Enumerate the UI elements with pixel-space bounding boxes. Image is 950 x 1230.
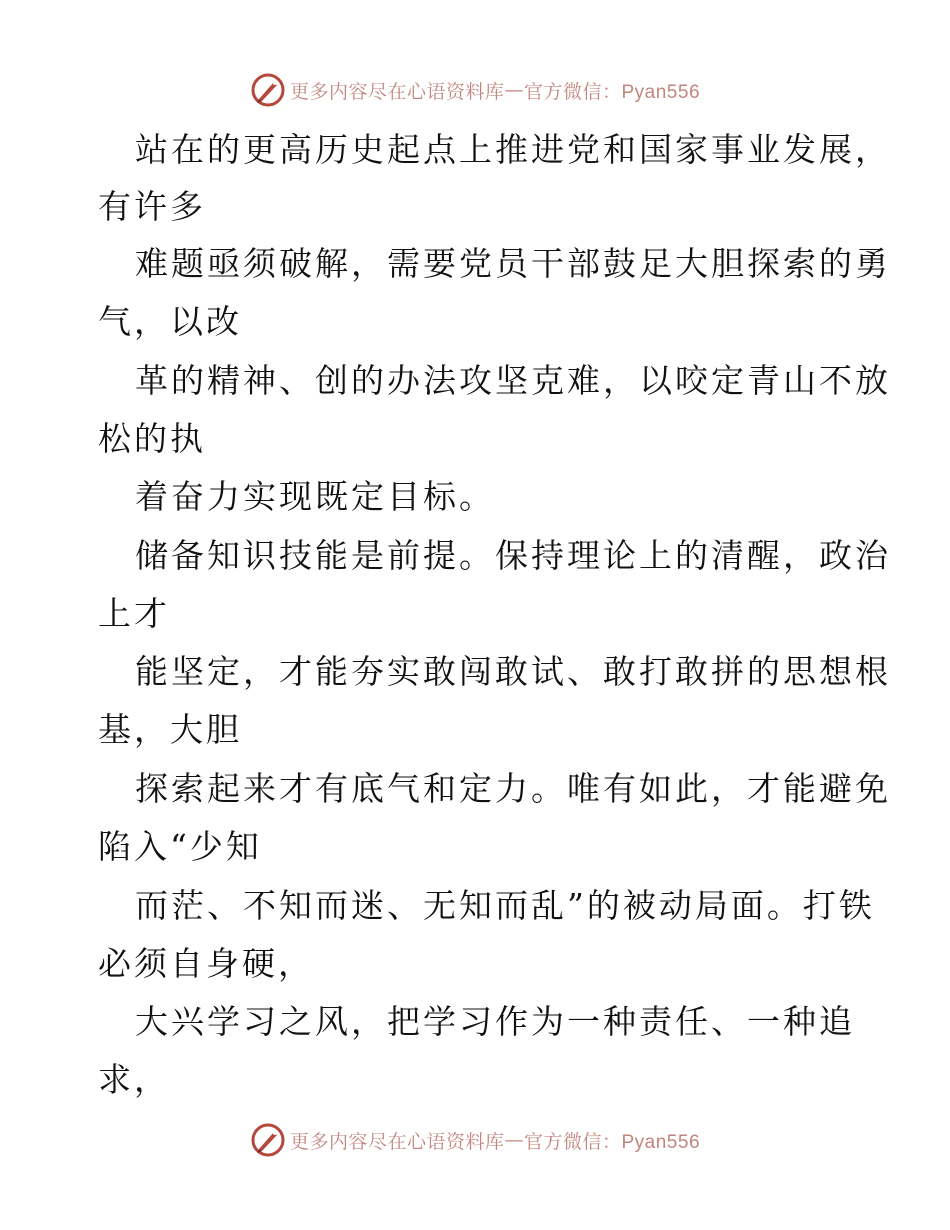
pen-logo-icon xyxy=(250,72,286,108)
watermark-contact: 官方微信：Pyan556 xyxy=(524,1131,701,1153)
watermark-text: 更多内容尽在心语资料库 xyxy=(289,1130,505,1153)
watermark-text: 更多内容尽在心语资料库 xyxy=(289,80,505,103)
footer-watermark xyxy=(0,1120,950,1160)
watermark-separator: — xyxy=(504,79,524,101)
text-line: 求， xyxy=(98,1060,170,1099)
text-line: 革的精神、创的办法攻坚克难，以咬定青山不放 xyxy=(135,361,891,400)
text-line: 大兴学习之风，把学习作为一种责任、一种追 xyxy=(135,1002,855,1041)
text-line: 探索起来才有底气和定力。唯有如此，才能避免 xyxy=(135,769,891,808)
text-line: 能坚定，才能夯实敢闯敢试、敢打敢拼的思想根 xyxy=(135,652,891,691)
watermark-contact: 官方微信：Pyan556 xyxy=(524,81,701,103)
text-line: 难题亟须破解，需要党员干部鼓足大胆探索的勇 xyxy=(135,244,891,283)
text-line: 而茫、不知而迷、无知而乱”的被动局面。打铁 xyxy=(135,886,875,925)
watermark-separator: — xyxy=(504,1129,524,1151)
text-line: 气，以改 xyxy=(98,302,242,341)
text-line: 必须自身硬， xyxy=(98,944,314,983)
text-line: 上才 xyxy=(98,594,170,633)
text-line: 储备知识技能是前提。保持理论上的清醒，政治 xyxy=(135,536,891,575)
pen-logo-icon xyxy=(250,1122,286,1158)
text-line: 着奋力实现既定目标。 xyxy=(135,477,495,516)
header-watermark xyxy=(0,70,950,110)
text-line: 松的执 xyxy=(98,419,206,458)
text-line: 基，大胆 xyxy=(98,710,242,749)
text-line: 站在的更高历史起点上推进党和国家事业发展， xyxy=(135,130,891,169)
text-line: 陷入“少知 xyxy=(98,827,262,866)
text-line: 有许多 xyxy=(98,187,206,226)
